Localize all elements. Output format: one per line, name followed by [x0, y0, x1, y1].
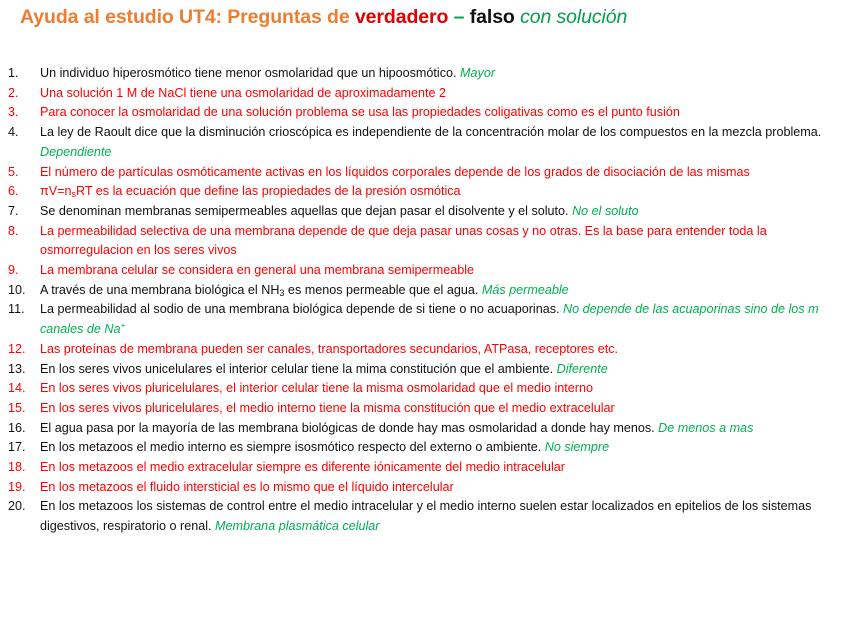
list-item [0, 478, 848, 498]
item-number: 15. [8, 400, 26, 415]
item-statement: La membrana celular se considera en general una membrana semipermeable [40, 263, 475, 278]
list-item [0, 84, 848, 104]
item-statement: RT es la ecuación que define las propiedades de la presión osmótica [75, 184, 461, 199]
item-statement: En los metazoos el medio extracelular siempre es diferente iónicamente del medio intracelular [40, 460, 566, 475]
item-answer: No siempre [544, 440, 610, 455]
slide-title [20, 6, 627, 29]
item-text [40, 281, 830, 301]
item-text-pre: πV=n [40, 184, 72, 199]
item-text [40, 202, 830, 222]
item-number: 7. [8, 203, 19, 218]
item-statement: En los metazoos el medio interno es siempre isosmótico respecto del externo o ambiente. [40, 440, 542, 455]
item-number: 20. [8, 499, 26, 514]
item-answer: Más permeable [481, 282, 569, 297]
item-answer: De menos a mas [658, 420, 754, 435]
item-number: 13. [8, 361, 26, 376]
item-text [40, 399, 830, 419]
list-item [0, 379, 848, 399]
title-part-con-solucion: con solución [514, 6, 628, 28]
list-item [0, 222, 848, 261]
title-part-falso: falso [469, 6, 515, 28]
item-text [40, 340, 830, 360]
item-number: 5. [8, 164, 19, 179]
item-text [40, 84, 830, 104]
item-statement: Una solución 1 M de NaCl tiene una osmolaridad de aproximadamente 2 [40, 85, 447, 100]
list-item [0, 340, 848, 360]
item-statement: En los metazoos el fluido intersticial es lo mismo que el líquido intercelular [40, 479, 454, 494]
item-number: 3. [8, 105, 19, 120]
list-item [0, 182, 848, 202]
item-subscript: s [71, 189, 76, 200]
item-statement: En los seres vivos pluricelulares, el medio interno tiene la misma constitución que el medio extracelular [40, 400, 615, 415]
item-statement: Se denominan membranas semipermeables aquellas que dejan pasar el disolvente y el soluto. [40, 203, 569, 218]
item-statement: El agua pasa por la mayoría de las membrana biológicas de donde hay mas osmolaridad a donde hay menos. [40, 420, 655, 435]
title-part-dash: – [448, 6, 470, 28]
item-text [40, 300, 830, 339]
item-text-pre: A través de una membrana biológica el NH [40, 282, 280, 297]
list-item [0, 103, 848, 123]
item-answer: Mayor [460, 66, 496, 80]
item-text [40, 497, 830, 536]
item-statement: La permeabilidad al sodio de una membrana biológica depende de si tiene o no acuaporinas. [40, 302, 560, 317]
item-number: 4. [8, 125, 19, 140]
list-item [0, 458, 848, 478]
item-statement: Un individuo hiperosmótico tiene menor osmolaridad que un hipoosmótico. [40, 66, 457, 80]
item-statement: Las proteínas de membrana pueden ser canales, transportadores secundarios, ATPasa, receptores etc. [40, 341, 619, 356]
item-number: 12. [8, 341, 26, 356]
list-item [0, 281, 848, 301]
item-number: 19. [8, 479, 26, 494]
item-statement: es menos permeable que el agua. [284, 282, 479, 297]
list-item [0, 163, 848, 183]
item-text [40, 163, 830, 183]
list-item [0, 497, 848, 536]
list-item [0, 123, 848, 162]
item-text [40, 182, 830, 202]
item-answer: Membrana plasmática celular [215, 519, 380, 534]
item-text [40, 478, 830, 498]
item-statement: En los seres vivos pluricelulares, el interior celular tiene la misma osmolaridad que el medio interno [40, 381, 593, 396]
item-number: 10. [8, 282, 26, 297]
item-number: 2. [8, 85, 19, 100]
item-text [40, 123, 830, 162]
item-text [40, 222, 830, 261]
item-statement: En los seres vivos unicelulares el interior celular tiene la mima constitución que el ambiente. [40, 361, 554, 376]
item-number: 6. [8, 184, 19, 199]
question-list [0, 64, 848, 537]
list-item [0, 438, 848, 458]
title-part-1: Ayuda al estudio UT4: Preguntas de [20, 6, 355, 28]
item-text [40, 261, 830, 281]
item-number: 8. [8, 223, 19, 238]
list-item [0, 419, 848, 439]
item-answer: Diferente [556, 361, 608, 376]
item-statement: Para conocer la osmolaridad de una solución problema se usa las propiedades coligativas como es el punto fusión [40, 105, 680, 120]
item-text [40, 360, 830, 380]
item-text [40, 419, 830, 439]
item-text [40, 64, 830, 84]
item-statement: La permeabilidad selectiva de una membrana depende de que deja pasar unas cosas y no otras. Es la base para entender toda la osmorregulacion en los seres vivos [40, 223, 767, 258]
list-item [0, 261, 848, 281]
item-answer-superscript: + [120, 321, 126, 331]
item-number: 17. [8, 440, 26, 455]
item-statement: En los metazoos los sistemas de control entre el medio intracelular y el medio interno suelen estar localizados en epitelios de los sistemas digestivos, respiratorio o renal. [40, 499, 812, 534]
item-text [40, 458, 830, 478]
item-statement: La ley de Raoult dice que la disminución crioscópica es independiente de la concentración molar de los compuestos en la mezcla problema. [40, 125, 822, 140]
list-item [0, 360, 848, 380]
list-item [0, 202, 848, 222]
item-text [40, 103, 830, 123]
list-item [0, 399, 848, 419]
list-item [0, 64, 848, 84]
item-number: 11. [8, 302, 25, 317]
item-number: 16. [8, 420, 26, 435]
item-number: 18. [8, 460, 26, 475]
title-part-verdadero: verdadero [354, 6, 449, 28]
item-text [40, 438, 830, 458]
list-item [0, 300, 848, 339]
item-number: 14. [8, 381, 26, 396]
item-number: 1. [8, 66, 19, 80]
item-answer: No el soluto [572, 203, 639, 218]
item-answer: Dependiente [40, 144, 112, 159]
item-statement: El número de partículas osmóticamente activas en los líquidos corporales depende de los grados de disociación de las mismas [40, 164, 750, 179]
item-number: 9. [8, 263, 19, 278]
item-subscript: 3 [279, 287, 285, 298]
item-answer: No depende de las acuaporinas sino de los m canales de Na [40, 302, 819, 337]
item-text [40, 379, 830, 399]
